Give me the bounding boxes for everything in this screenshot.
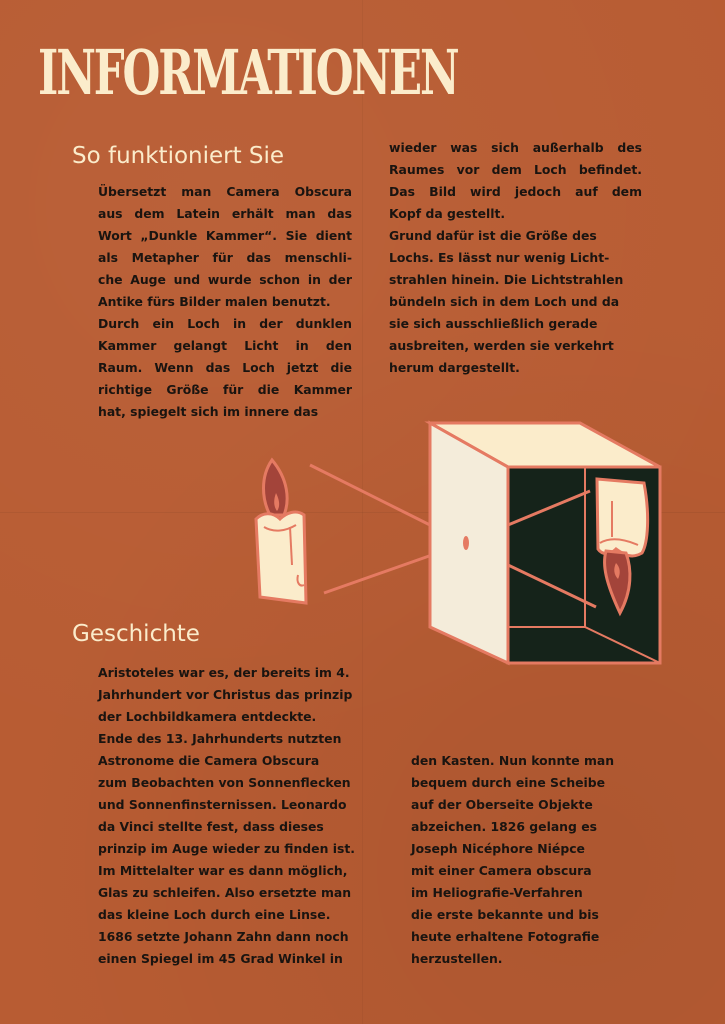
section-heading-how-it-works: So funktioniert Sie: [72, 143, 285, 169]
text-line: die erste bekannte und bis: [411, 907, 599, 922]
text-line: aus dem Latein erhält man das: [98, 206, 352, 221]
text-line: strahlen hinein. Die Lichtstrahlen: [389, 272, 624, 287]
text-line: sie sich ausschließlich gerade: [389, 316, 598, 331]
how-it-works-text-left: [98, 181, 352, 423]
text-line: herzustellen.: [411, 951, 503, 966]
text-line: zum Beobachten von Sonnenflecken: [98, 775, 351, 790]
text-line: Grund dafür ist die Größe des: [389, 228, 597, 243]
text-line: Aristoteles war es, der bereits im 4.: [98, 665, 350, 680]
text-line: bequem durch eine Scheibe: [411, 775, 606, 790]
text-line: Übersetzt man Camera Obscura: [98, 184, 352, 199]
candle-icon: [256, 460, 306, 603]
text-line: prinzip im Auge wieder zu finden ist.: [98, 841, 355, 856]
text-line: Im Mittelalter war es dann möglich,: [98, 863, 348, 878]
camera-obscura-illustration: [240, 415, 680, 675]
text-line: Kopf da gestellt.: [389, 206, 506, 221]
history-text-right: [411, 750, 631, 970]
text-line: bündeln sich in dem Loch und da: [389, 294, 620, 309]
text-line: Raumes vor dem Loch befindet.: [389, 162, 642, 177]
text-line: Astronome die Camera Obscura: [98, 753, 320, 768]
how-it-works-text-right: [389, 137, 642, 379]
text-line: einen Spiegel im 45 Grad Winkel in: [98, 951, 343, 966]
text-line: 1686 setzte Johann Zahn dann noch: [98, 929, 349, 944]
camera-obscura-diagram: [240, 415, 680, 675]
text-line: che Auge und wurde schon in der: [98, 272, 352, 287]
pinhole-icon: [463, 536, 469, 550]
text-line: Glas zu schleifen. Also ersetzte man: [98, 885, 352, 900]
history-text-left: [98, 662, 370, 970]
text-line: Das Bild wird jedoch auf dem: [389, 184, 642, 199]
text-line: Kammer gelangt Licht in den: [98, 338, 352, 353]
text-line: wieder was sich außerhalb des: [389, 140, 642, 155]
text-line: und Sonnenfinsternissen. Leonardo: [98, 797, 347, 812]
text-line: Lochs. Es lässt nur wenig Licht-: [389, 250, 610, 265]
section-heading-history: Geschichte: [72, 621, 200, 647]
text-line: Raum. Wenn das Loch jetzt die: [98, 360, 352, 375]
text-line: Jahrhundert vor Christus das prinzip: [98, 687, 353, 702]
text-line: Ende des 13. Jahrhunderts nutzten: [98, 731, 342, 746]
text-line: richtige Größe für die Kammer: [98, 382, 352, 397]
text-line: heute erhaltene Fotografie: [411, 929, 600, 944]
text-line: mit einer Camera obscura: [411, 863, 592, 878]
text-line: das kleine Loch durch eine Linse.: [98, 907, 331, 922]
text-line: abzeichen. 1826 gelang es: [411, 819, 597, 834]
text-line: ausbreiten, werden sie verkehrt: [389, 338, 614, 353]
text-line: den Kasten. Nun konnte man: [411, 753, 615, 768]
text-line: Wort „Dunkle Kammer“. Sie dient: [98, 228, 352, 243]
text-line: der Lochbildkamera entdeckte.: [98, 709, 317, 724]
text-line: Antike fürs Bilder malen benutzt.: [98, 294, 331, 309]
page-title: INFORMATIONEN: [38, 36, 458, 109]
text-line: Joseph Nicéphore Niépce: [411, 841, 585, 856]
text-line: herum dargestellt.: [389, 360, 520, 375]
text-line: im Heliografie-Verfahren: [411, 885, 583, 900]
text-line: hat, spiegelt sich im innere das: [98, 404, 319, 419]
text-line: da Vinci stellte fest, dass dieses: [98, 819, 324, 834]
text-line: Durch ein Loch in der dunklen: [98, 316, 352, 331]
text-line: als Metapher für das menschli-: [98, 250, 352, 265]
text-line: auf der Oberseite Objekte: [411, 797, 593, 812]
